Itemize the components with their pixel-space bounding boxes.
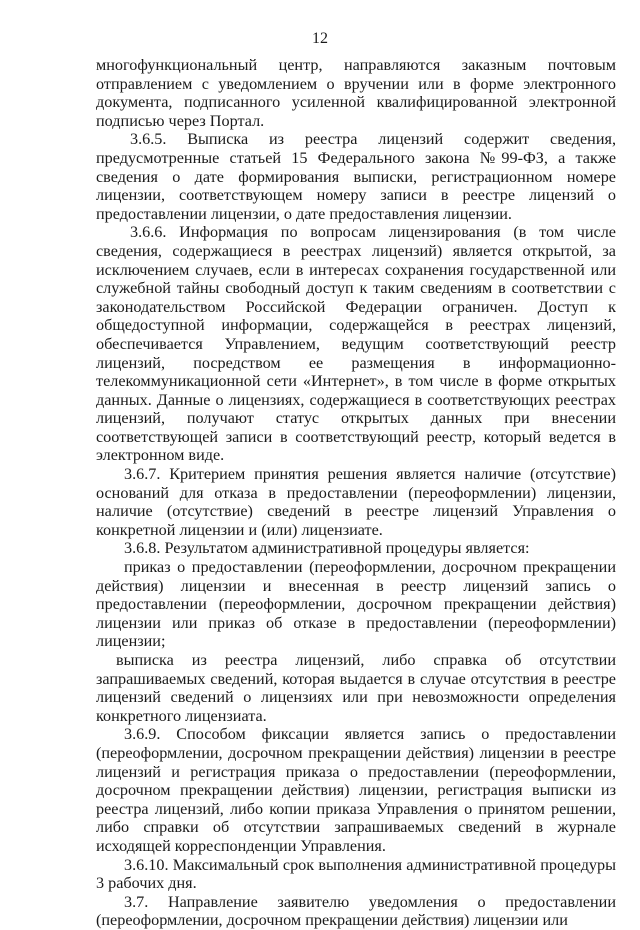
paragraph-3-6-9: 3.6.9. Способом фиксации является запись о предоставлении (переоформлении, досрочном прекращении действия) лицензии в реестре лицензий и регистрация приказа о предоставлении (переоформлении, досрочном прекращении действия) лицензии, регистрация выписки из реестра лицензий, либо копии приказа Управления о принятом решении, либо справки об отсутствии запрашиваемых сведений в журнале исходящей корреспонденции Управления. <box>96 725 616 855</box>
paragraph-3-6-5: 3.6.5. Выписка из реестра лицензий содержит сведения, предусмотренные статьей 15 Федерального закона №99-ФЗ, а также сведения о дате формирования выписки, регистрационном номере лицензии, соответствующем номеру записи в реестре лицензий о предоставлении лицензии, о дате предоставления лицензии. <box>96 130 616 223</box>
paragraph-result-order: приказ о предоставлении (переоформлении, досрочном прекращении действия) лицензии и внесенная в реестр лицензий запись о предоставлении (переоформлении, досрочном прекращении действия) лицензии или приказ об отказе в предоставлении (переоформлении) лицензии; <box>96 558 616 651</box>
paragraph-result-extract: выписка из реестра лицензий, либо справка об отсутствии запрашиваемых сведений, которая выдается в случае отсутствия в реестре лицензий сведений о лицензиях или при невозможности определения конкретного лицензиата. <box>96 651 616 725</box>
paragraph-3-6-8: 3.6.8. Результатом административной процедуры является: <box>124 539 530 558</box>
paragraph-3-6-7: 3.6.7. Критерием принятия решения является наличие (отсутствие) оснований для отказа в предоставлении (переоформлении) лицензии, наличие (отсутствие) сведений в реестре лицензий Управления о конкретной лицензии и (или) лицензиате. <box>96 465 616 539</box>
page-number: 12 <box>312 30 328 47</box>
paragraph-3-6-10: 3.6.10. Максимальный срок выполнения административной процедуры 3 рабочих дня. <box>96 855 616 893</box>
document-body <box>96 56 616 930</box>
paragraph-continuation: многофункциональный центр, направляются заказным почтовым отправлением с уведомлением о вручении или в форме электронного документа, подписанного усиленной квалифицированной электронной подписью через Портал. <box>96 56 616 130</box>
paragraph-3-6-6: 3.6.6. Информация по вопросам лицензирования (в том числе сведения, содержащиеся в реестрах лицензий) является открытой, за исключением случаев, если в интересах сохранения государственной или служебной тайны свободный доступ к таким сведениям в соответствии с законодательством Российской Федерации ограничен. Доступ к общедоступной информации, содержащейся в реестрах лицензий, обеспечивается Управлением, ведущим соответствующий реестр лицензий, посредством ее размещения в информационно-телекоммуникационной сети «Интернет», в том числе в форме открытых данных. Данные о лицензиях, содержащиеся в соответствующих реестрах лицензий, получают статус открытых данных при внесении соответствующей записи в соответствующий реестр, который ведется в электронном виде. <box>96 223 616 465</box>
paragraph-3-7: 3.7. Направление заявителю уведомления о предоставлении (переоформлении, досрочном прекращении действия) лицензии или <box>96 892 616 930</box>
